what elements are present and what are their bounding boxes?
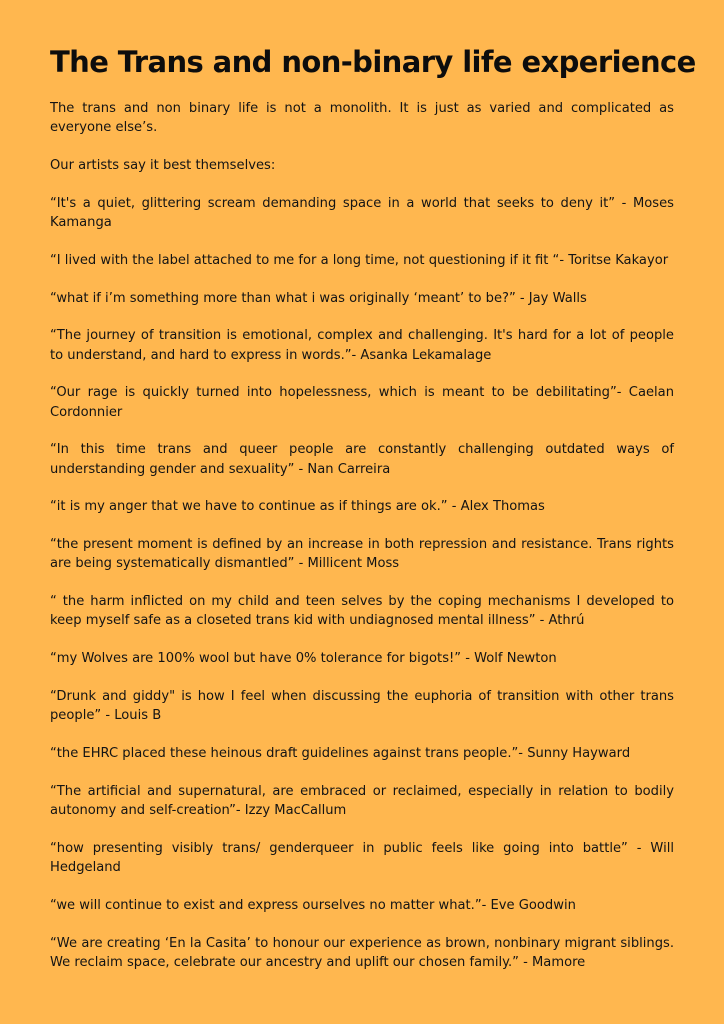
document-title: The Trans and non-binary life experience	[50, 45, 696, 79]
quote-jay-walls: “what if i’m something more than what i was originally ‘meant’ to be?” - Jay Walls	[50, 290, 587, 306]
quote-athru: “ the harm inflicted on my child and teen selves by the coping mechanisms I developed to keep myself safe as a closeted trans kid with undiagnosed mental illness” - Athrú	[50, 594, 674, 629]
document-page	[50, 42, 696, 972]
intro-paragraph: The trans and non binary life is not a monolith. It is just as varied and complicated as everyone else’s.	[50, 101, 674, 136]
quote-toritse-kakayor: “I lived with the label attached to me for a long time, not questioning if it fit “- Toritse Kakayor	[50, 252, 669, 268]
quote-eve-goodwin: “we will continue to exist and express ourselves no matter what.”- Eve Goodwin	[50, 897, 576, 913]
quote-alex-thomas: “it is my anger that we have to continue as if things are ok.” - Alex Thomas	[50, 499, 545, 515]
lead-in-paragraph: Our artists say it best themselves:	[50, 158, 276, 173]
quote-mamore: “We are creating ‘En la Casita’ to honour our experience as brown, nonbinary migrant siblings. We reclaim space, celebrate our ancestry and uplift our chosen family.” - Mamore	[50, 935, 674, 970]
quote-will-hedgeland: “how presenting visibly trans/ genderqueer in public feels like going into battle” - Will Hedgeland	[50, 840, 674, 875]
quote-izzy-maccallum: “The artificial and supernatural, are embraced or reclaimed, especially in relation to bodily autonomy and self-creation”- Izzy MacCallum	[50, 783, 674, 818]
quote-moses-kamanga: “It's a quiet, glittering scream demanding space in a world that seeks to deny it” - Moses Kamanga	[50, 195, 674, 230]
quote-louis-b: “Drunk and giddy" is how I feel when discussing the euphoria of transition with other trans people” - Louis B	[50, 688, 674, 724]
quote-wolf-newton: “my Wolves are 100% wool but have 0% tolerance for bigots!” - Wolf Newton	[50, 651, 557, 667]
quote-asanka-lekamalage: “The journey of transition is emotional, complex and challenging. It's hard for a lot of people to understand, and hard to express in words.”- Asanka Lekamalage	[50, 328, 674, 363]
quote-millicent-moss: “the present moment is defined by an increase in both repression and resistance. Trans rights are being systematically dismantled” - Millicent Moss	[50, 537, 674, 572]
quote-sunny-hayward: “the EHRC placed these heinous draft guidelines against trans people.”- Sunny Hayward	[50, 745, 631, 761]
quote-caelan-cordonnier: “Our rage is quickly turned into hopelessness, which is meant to be debilitating”- Caelan Cordonnier	[50, 385, 674, 420]
quote-nan-carreira: “In this time trans and queer people are constantly challenging outdated ways of understanding gender and sexuality” - Nan Carreira	[50, 442, 674, 477]
